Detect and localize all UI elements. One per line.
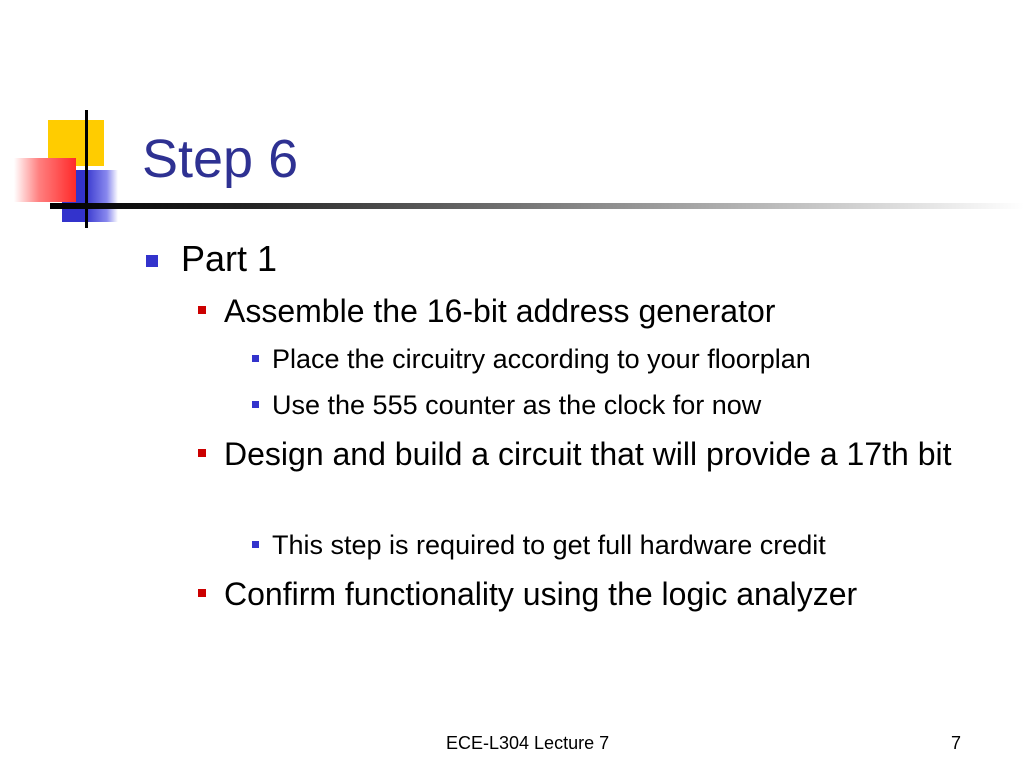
square-bullet-icon <box>198 306 206 314</box>
bullet-place <box>252 342 1012 376</box>
bullet-text: Use the 555 counter as the clock for now <box>272 390 762 420</box>
bullet-confirm <box>198 574 918 614</box>
bullet-required <box>252 528 1012 562</box>
square-bullet-icon <box>146 255 158 267</box>
red-square-decoration <box>14 158 76 202</box>
slide-number: 7 <box>951 733 962 753</box>
bullet-use555 <box>252 388 1012 422</box>
bullet-text: This step is required to get full hardware credit <box>272 530 826 560</box>
slide-title: Step 6 <box>142 129 299 189</box>
bullet-text: Part 1 <box>181 238 278 279</box>
bullet-assemble <box>198 291 998 331</box>
footer-lecture: ECE-L304 Lecture 7 <box>446 733 610 753</box>
title-underline-rule <box>50 203 1024 209</box>
bullet-text: Place the circuitry according to your floorplan <box>272 344 811 374</box>
vertical-rule <box>85 110 88 228</box>
bullet-part1 <box>146 236 1006 282</box>
square-bullet-icon <box>252 401 259 408</box>
bullet-design <box>198 434 998 474</box>
bullet-text: Assemble the 16-bit address generator <box>224 293 776 329</box>
square-bullet-icon <box>252 355 259 362</box>
bullet-text: Confirm functionality using the logic analyzer <box>224 576 858 612</box>
square-bullet-icon <box>198 449 206 457</box>
square-bullet-icon <box>198 589 206 597</box>
bullet-text: Design and build a circuit that will provide a 17th bit <box>224 436 952 472</box>
square-bullet-icon <box>252 541 259 548</box>
